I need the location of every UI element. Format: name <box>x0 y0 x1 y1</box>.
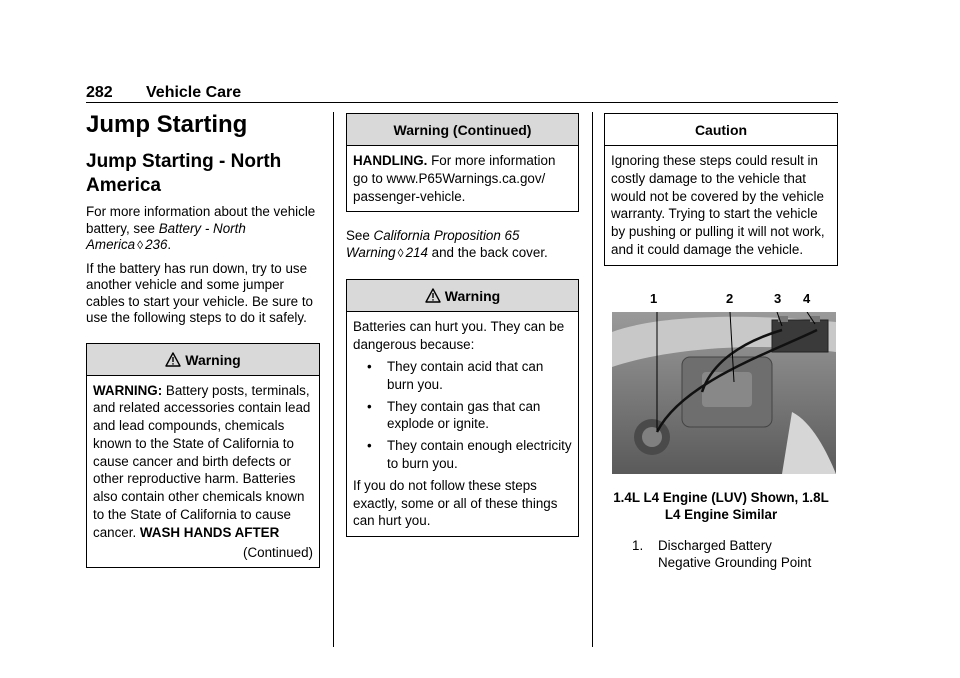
warning-continued-body: HANDLING. For more information go to www.P65Warnings.ca.gov/ passenger-vehicle. <box>353 153 556 204</box>
battery-link[interactable]: Battery - North America <box>86 220 246 252</box>
warning-icon <box>425 288 441 304</box>
callout-2: 2 <box>726 291 734 306</box>
battery-warning-body <box>347 312 578 536</box>
battery-reference-paragraph: For more information about the vehicle battery, see Battery - North America ◊ 236. <box>86 204 316 252</box>
warning-heading: Warning <box>87 344 319 376</box>
callout-4: 4 <box>803 291 811 306</box>
engine-bay-illustration <box>612 312 836 474</box>
list-item: • They contain enough electricity to burn you. <box>367 438 572 471</box>
page-title: Jump Starting <box>86 111 248 138</box>
list-item: • They contain acid that can burn you. <box>367 358 544 392</box>
section-title: Vehicle Care <box>146 84 242 101</box>
warning-heading: Warning <box>347 280 578 312</box>
figure-caption: 1.4L L4 Engine (LUV) Shown, 1.8L L4 Engine Similar <box>613 489 829 522</box>
column-divider-1 <box>333 112 334 647</box>
warning-continued-heading: Warning (Continued) <box>347 114 578 146</box>
prop65-page-ref[interactable]: 214 <box>405 244 428 260</box>
battery-warning-box <box>346 279 579 537</box>
list-item: 1. Discharged Battery Negative Grounding Point <box>632 537 812 570</box>
page-ref-icon: ◊ <box>137 238 144 252</box>
warning-outro: If you do not follow these steps exactly, some or all of these things can hurt you. <box>353 477 558 529</box>
warning-body: WARNING: Battery posts, terminals, and related accessories contain lead and lead compounds, chemicals known to the State of California to cause cancer and birth defects or other reproductive harm. Batteries also contain other chemicals known to the State of California to cause cancer. WASH HANDS AFTER (Continued) <box>93 382 313 560</box>
figure-callouts <box>604 291 838 309</box>
column-3 <box>604 113 838 571</box>
page-header <box>86 84 838 104</box>
caution-box <box>604 113 838 266</box>
hazard-list <box>353 358 572 473</box>
continued-label: (Continued) <box>243 544 313 560</box>
callout-1: 1 <box>650 291 658 306</box>
list-item: • They contain gas that can explode or ignite. <box>367 398 541 432</box>
prop65-reference-paragraph: See California Proposition 65 Warning ◊ 214 and the back cover. <box>346 228 548 260</box>
header-rule <box>86 102 838 103</box>
lead-warning-box <box>86 343 320 569</box>
callout-3: 3 <box>774 291 782 306</box>
column-2 <box>346 113 579 537</box>
caution-body: Ignoring these steps could result in costly damage to the vehicle that would not be covered by the vehicle warranty. Trying to start the vehicle by pushing or pulling it will not work, and it could damage the vehicle. <box>611 153 825 257</box>
battery-page-ref[interactable]: 236 <box>145 237 168 252</box>
warning-intro: Batteries can hurt you. They can be dangerous because: <box>353 319 565 353</box>
prop65-link[interactable]: California Proposition 65 Warning <box>346 228 520 260</box>
page-number: 282 <box>86 84 113 101</box>
caution-heading: Caution <box>605 114 837 146</box>
section-subtitle: Jump Starting - North America <box>86 151 282 196</box>
page-ref-icon: ◊ <box>397 245 404 260</box>
warning-continued-box <box>346 113 579 212</box>
column-1 <box>86 108 320 568</box>
column-divider-2 <box>592 112 593 647</box>
warning-icon <box>165 352 181 368</box>
intro-paragraph: If the battery has run down, try to use another vehicle and some jumper cables to start your vehicle. Be sure to use the following steps to do it safely. <box>86 260 314 325</box>
